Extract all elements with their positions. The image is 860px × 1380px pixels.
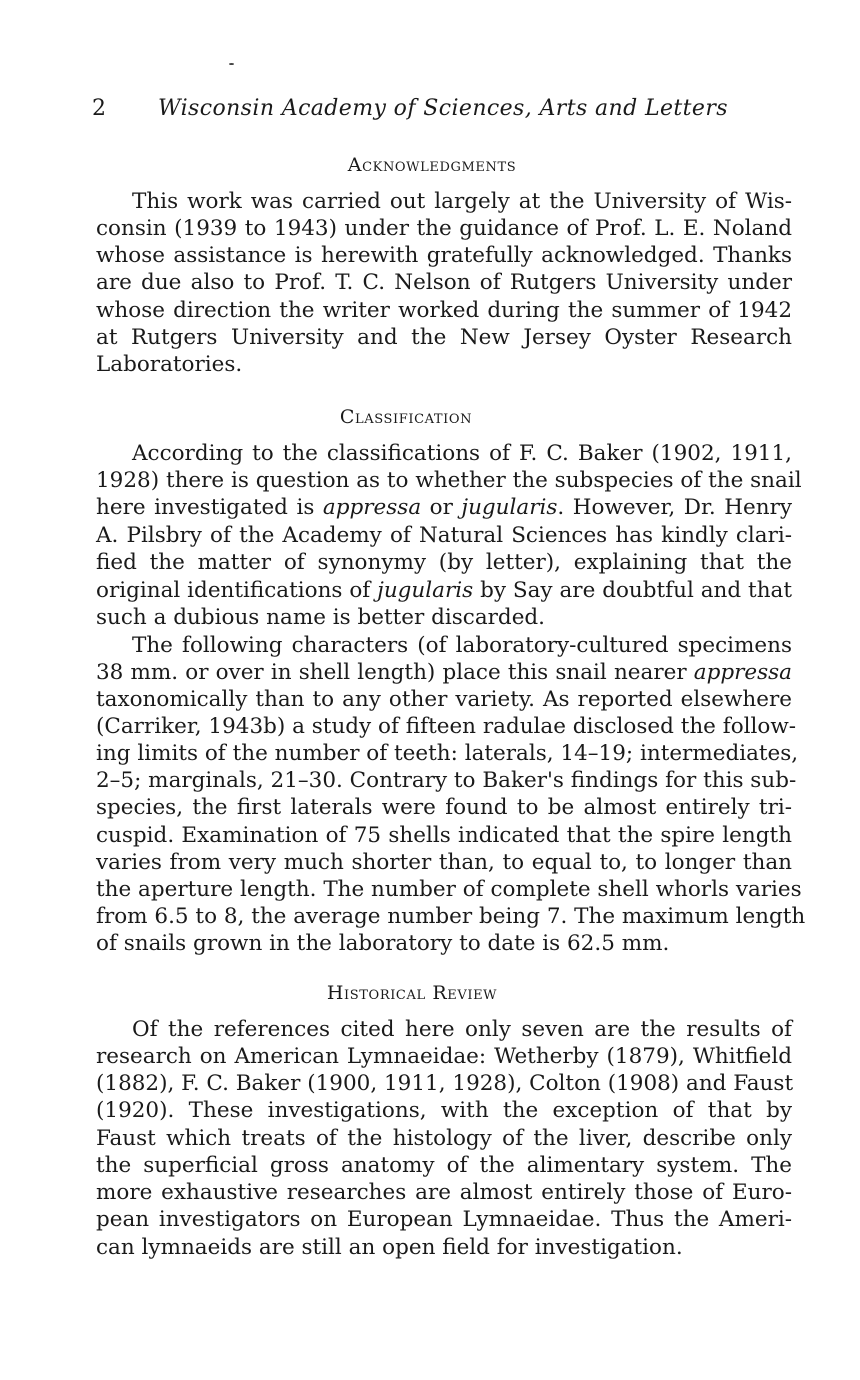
species-name: appressa [322, 495, 422, 520]
text-run: 38 mm. or over in shell length) place this snail nearer [96, 660, 694, 685]
text-line: of snails grown in the laboratory to date is 62.5 mm. [96, 931, 670, 956]
text-line: whose assistance is herewith gratefully acknowledged. Thanks [96, 243, 792, 268]
text-run: or [421, 495, 462, 520]
print-speck [229, 63, 234, 65]
text-line: cuspid. Examination of 75 shells indicated that the spire length [96, 823, 792, 848]
text-line: ing limits of the number of teeth: laterals, 14–19; intermediates, [96, 741, 799, 766]
running-head [92, 96, 792, 128]
section-heading-historical-review: Historical Review [326, 982, 498, 1004]
text-line: are due also to Prof. T. C. Nelson of Rutgers University under [96, 270, 792, 295]
journal-title: Wisconsin Academy of Sciences, Arts and Letters [158, 96, 728, 121]
text-line: pean investigators on European Lymnaeidae. Thus the Ameri- [96, 1207, 792, 1232]
text-line: such a dubious name is better discarded. [96, 605, 546, 630]
text-line [96, 659, 792, 687]
text-line: fied the matter of synonymy (by letter), explaining that the [96, 550, 792, 575]
text-line: 1928) there is question as to whether the subspecies of the snail [96, 468, 802, 493]
text-line [96, 494, 792, 522]
text-line: the aperture length. The number of complete shell whorls varies [96, 877, 802, 902]
text-run: here investigated is [96, 495, 323, 520]
text-line: (Carriker, 1943b) a study of fifteen radulae disclosed the follow- [96, 714, 796, 739]
section-heading-acknowledgments: Acknowledgments [347, 154, 517, 176]
text-line: the superficial gross anatomy of the alimentary system. The [96, 1153, 792, 1178]
text-line [96, 577, 792, 605]
section-heading-classification: Classification [339, 406, 473, 428]
text-line: species, the first laterals were found to be almost entirely tri- [96, 795, 792, 820]
text-line: whose direction the writer worked during the summer of 1942 [96, 298, 792, 323]
text-line: 2–5; marginals, 21–30. Contrary to Baker's findings for this sub- [96, 768, 797, 793]
text-line: research on American Lymnaeidae: Wetherby (1879), Whitfield [96, 1044, 792, 1069]
text-line: According to the classifications of F. C. Baker (1902, 1911, [132, 441, 792, 466]
text-line: The following characters (of laboratory-cultured specimens [132, 633, 792, 658]
text-line: (1882), F. C. Baker (1900, 1911, 1928), Colton (1908) and Faust [96, 1071, 794, 1096]
species-name: appressa [693, 660, 792, 685]
text-line: at Rutgers University and the New Jersey Oyster Research [96, 325, 792, 350]
text-line: (1920). These investigations, with the exception of that by [96, 1098, 792, 1123]
page-number: 2 [92, 96, 106, 121]
species-name: jugularis [461, 495, 558, 520]
text-line: Laboratories. [96, 352, 243, 377]
text-line: consin (1939 to 1943) under the guidance of Prof. L. E. Noland [96, 216, 792, 241]
text-line: can lymnaeids are still an open field for investigation. [96, 1235, 683, 1260]
text-line: more exhaustive researches are almost entirely those of Euro- [96, 1180, 792, 1205]
text-run: original identifications of [96, 578, 378, 603]
text-line: This work was carried out largely at the University of Wis- [132, 189, 792, 214]
text-line: taxonomically than to any other variety. As reported elsewhere [96, 687, 792, 712]
text-run: by Say are doubtful and that [473, 578, 793, 603]
text-line: Of the references cited here only seven are the results of [132, 1017, 792, 1042]
text-line: varies from very much shorter than, to equal to, to longer than [96, 850, 792, 875]
text-line: A. Pilsbry of the Academy of Natural Sciences has kindly clari- [96, 523, 792, 548]
text-line: from 6.5 to 8, the average number being 7. The maximum length [96, 904, 806, 929]
species-name: jugularis [377, 578, 474, 603]
text-line: Faust which treats of the histology of the liver, describe only [96, 1126, 792, 1151]
text-run: . However, Dr. Henry [557, 495, 792, 520]
